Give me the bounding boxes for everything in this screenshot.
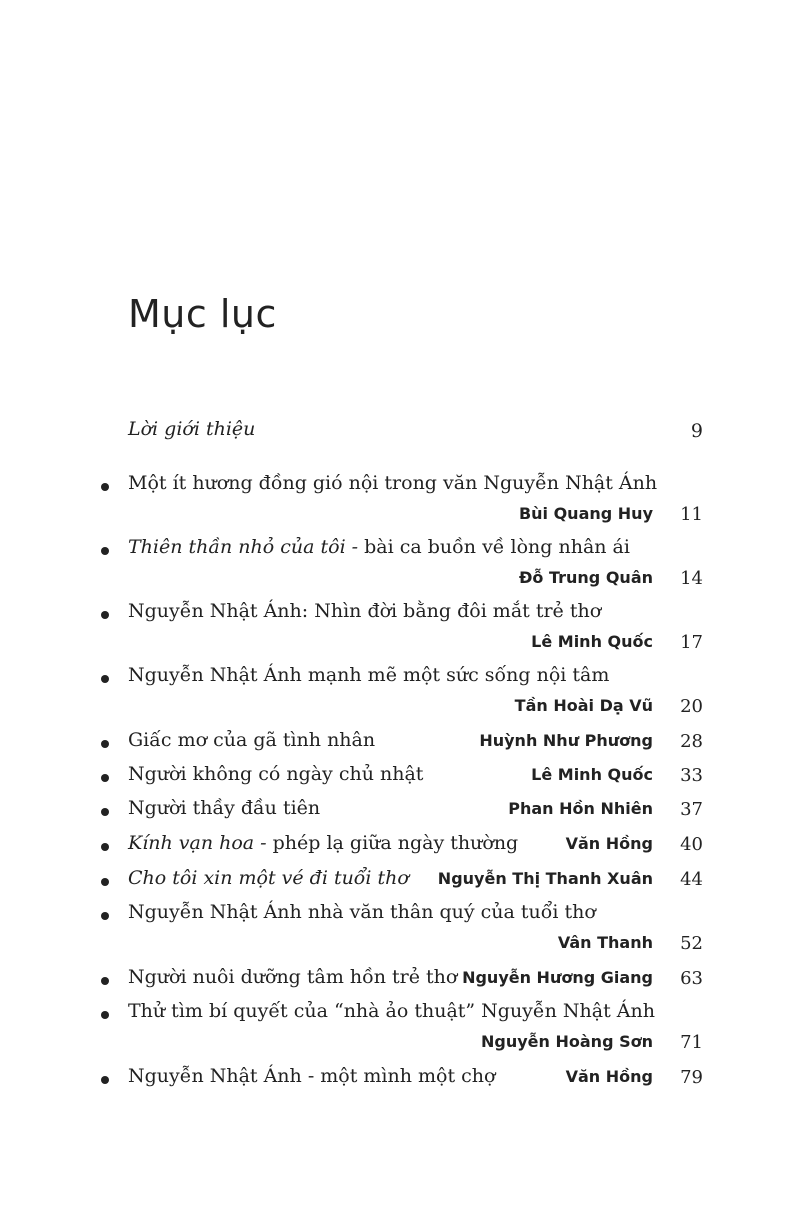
bullet-icon [101, 843, 109, 851]
entry-title: Nguyễn Nhật Ánh nhà văn thân quý của tuổi thơ [128, 901, 596, 923]
entry-author: Bùi Quang Huy [518, 504, 653, 523]
entry-title: Thử tìm bí quyết của “nhà ảo thuật” Nguyễn Nhật Ánh [128, 1000, 655, 1022]
entry-title: Nguyễn Nhật Ánh mạnh mẽ một sức sống nội tâm [128, 664, 610, 686]
entry-author: Lê Minh Quốc [531, 632, 653, 651]
intro-page-number: 9 [690, 420, 703, 442]
entry-author: Tần Hoài Dạ Vũ [514, 696, 653, 715]
toc-entry-title-line [0, 998, 800, 1032]
entry-title: Nguyễn Nhật Ánh - một mình một chợ [128, 1065, 496, 1087]
toc-entry-author-line [0, 692, 800, 726]
bullet-icon [101, 1076, 109, 1084]
toc-entry [0, 964, 800, 998]
toc-entry-title-line [0, 899, 800, 933]
toc-entry [0, 830, 800, 864]
entry-title: Thiên thần nhỏ của tôi - bài ca buồn về lòng nhân ái [128, 536, 630, 558]
entry-title: Người nuôi dưỡng tâm hồn trẻ thơ [128, 966, 458, 988]
bullet-icon [101, 977, 109, 985]
entry-author: Huỳnh Như Phương [479, 731, 653, 750]
toc-entry-author-line [0, 1028, 800, 1062]
toc-entry-author-line [0, 500, 800, 534]
bullet-icon [101, 774, 109, 782]
intro-title: Lời giới thiệu [128, 418, 256, 440]
entry-title: Kính vạn hoa - phép lạ giữa ngày thường [128, 832, 519, 854]
entry-author: Nguyễn Hoàng Sơn [481, 1032, 653, 1051]
bullet-icon [101, 547, 109, 555]
toc-entry [0, 795, 800, 829]
entry-title: Người không có ngày chủ nhật [128, 763, 424, 785]
toc-entry [0, 761, 800, 795]
toc-entry-author-line [0, 628, 800, 662]
toc-entry-title-line [0, 470, 800, 504]
entry-author: Văn Hồng [565, 834, 653, 853]
entry-title: Giấc mơ của gã tình nhân [128, 729, 376, 751]
entry-page-number: 40 [680, 834, 703, 855]
entry-page-number: 14 [680, 568, 703, 589]
entry-author: Lê Minh Quốc [531, 765, 653, 784]
toc-entry-title-line [0, 662, 800, 696]
toc-entry [0, 1063, 800, 1097]
entry-page-number: 79 [680, 1067, 703, 1088]
entry-title: Cho tôi xin một vé đi tuổi thơ [128, 867, 409, 889]
bullet-icon [101, 878, 109, 886]
entry-page-number: 52 [680, 933, 703, 954]
entry-page-number: 11 [680, 504, 703, 525]
toc-entry-title-line [0, 598, 800, 632]
toc-entry [0, 727, 800, 761]
toc-entry [0, 865, 800, 899]
entry-author: Phan Hồn Nhiên [508, 799, 653, 818]
bullet-icon [101, 1011, 109, 1019]
bullet-icon [101, 912, 109, 920]
entry-title: Người thầy đầu tiên [128, 797, 321, 819]
entry-page-number: 20 [680, 696, 703, 717]
entry-title: Nguyễn Nhật Ánh: Nhìn đời bằng đôi mắt trẻ thơ [128, 600, 602, 622]
entry-page-number: 33 [680, 765, 703, 786]
entry-page-number: 63 [680, 968, 703, 989]
bullet-icon [101, 740, 109, 748]
toc-entry-author-line [0, 564, 800, 598]
entry-author: Nguyễn Thị Thanh Xuân [437, 869, 653, 888]
entry-author: Đỗ Trung Quân [519, 568, 653, 587]
bullet-icon [101, 611, 109, 619]
bullet-icon [101, 808, 109, 816]
entry-page-number: 71 [680, 1032, 703, 1053]
entry-page-number: 44 [680, 869, 703, 890]
bullet-icon [101, 675, 109, 683]
entry-author: Vân Thanh [557, 933, 653, 952]
page-title: Mục lục [128, 292, 277, 336]
toc-entry-author-line [0, 929, 800, 963]
entry-author: Văn Hồng [565, 1067, 653, 1086]
bullet-icon [101, 483, 109, 491]
entry-page-number: 28 [680, 731, 703, 752]
toc-entry-title-line [0, 534, 800, 568]
entry-title: Một ít hương đồng gió nội trong văn Nguyễn Nhật Ánh [128, 472, 658, 494]
entry-author: Nguyễn Hương Giang [462, 968, 653, 987]
entry-page-number: 37 [680, 799, 703, 820]
entry-page-number: 17 [680, 632, 703, 653]
